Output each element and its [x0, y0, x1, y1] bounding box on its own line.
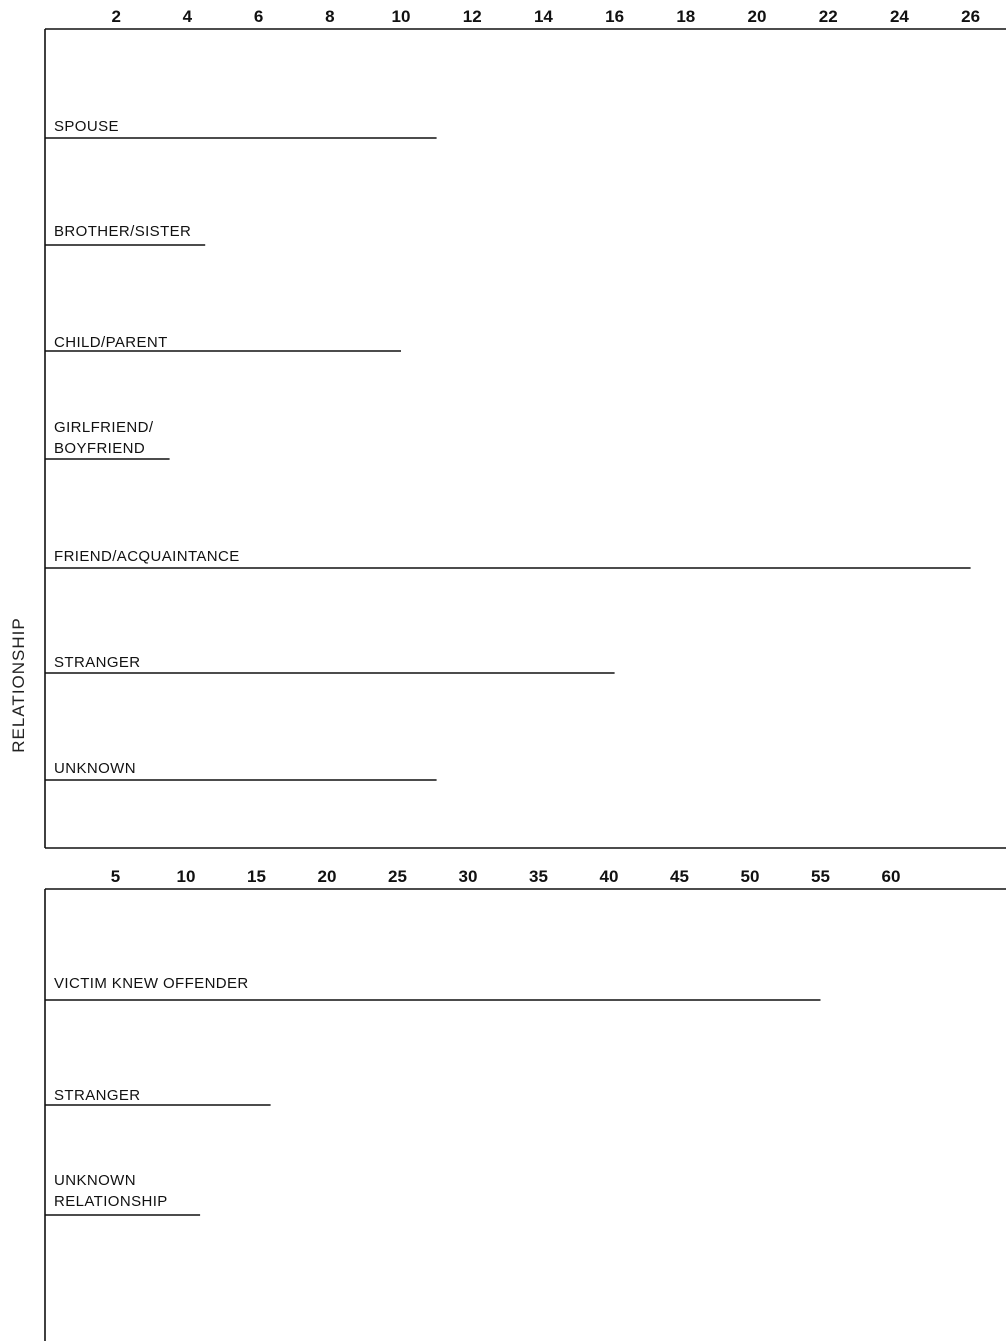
chart-1-tick-label: 8: [325, 7, 335, 26]
chart-2-tick-label: 25: [388, 867, 407, 886]
y-axis-label: RELATIONSHIP: [9, 617, 28, 753]
chart-2-tick-label: 60: [881, 867, 901, 886]
chart-2-tick-label: 15: [247, 867, 266, 886]
chart-1-category-label: CHILD/PARENT: [54, 334, 168, 351]
chart-2-tick-label: 5: [110, 867, 121, 886]
chart-2-category-label: VICTIM KNEW OFFENDER: [54, 975, 249, 992]
chart-2-tick-label: 20: [317, 867, 337, 886]
chart-2-category-label: STRANGER: [54, 1087, 141, 1104]
chart-1-tick-label: 18: [676, 7, 696, 26]
chart-1-tick-label: 20: [747, 7, 767, 26]
chart-2-tick-label: 30: [458, 867, 478, 886]
chart-2-tick-label: 50: [740, 867, 760, 886]
chart-2-category-label: UNKNOWN: [54, 1172, 136, 1189]
chart-2-tick-label: 45: [670, 867, 689, 886]
chart-1-category-label: BOYFRIEND: [54, 440, 146, 457]
chart-2-tick-label: 40: [599, 867, 619, 886]
chart-1-category-label: SPOUSE: [54, 118, 119, 135]
chart-1-category-label: GIRLFRIEND/: [54, 419, 154, 436]
chart-2-tick-label: 10: [176, 867, 196, 886]
chart-1-category-label: FRIEND/ACQUAINTANCE: [54, 548, 240, 565]
chart-1-category-label: UNKNOWN: [54, 760, 136, 777]
chart-1-category-label: BROTHER/SISTER: [54, 223, 192, 240]
chart-1-tick-label: 6: [253, 7, 264, 26]
chart-2-tick-label: 55: [811, 867, 830, 886]
chart-1-tick-label: 10: [391, 7, 411, 26]
chart-1-tick-label: 16: [605, 7, 625, 26]
chart-1-tick-label: 26: [961, 7, 981, 26]
chart-2-category-label: RELATIONSHIP: [54, 1193, 168, 1210]
chart-1-category-label: STRANGER: [54, 654, 141, 671]
chart-1-tick-label: 24: [889, 7, 909, 26]
chart-1-tick-label: 4: [182, 7, 193, 26]
chart-1-tick-label: 14: [533, 7, 553, 26]
chart-1-tick-label: 2: [111, 7, 121, 26]
chart-1-tick-label: 22: [818, 7, 838, 26]
chart-2-tick-label: 35: [529, 867, 548, 886]
chart-1-tick-label: 12: [462, 7, 482, 26]
